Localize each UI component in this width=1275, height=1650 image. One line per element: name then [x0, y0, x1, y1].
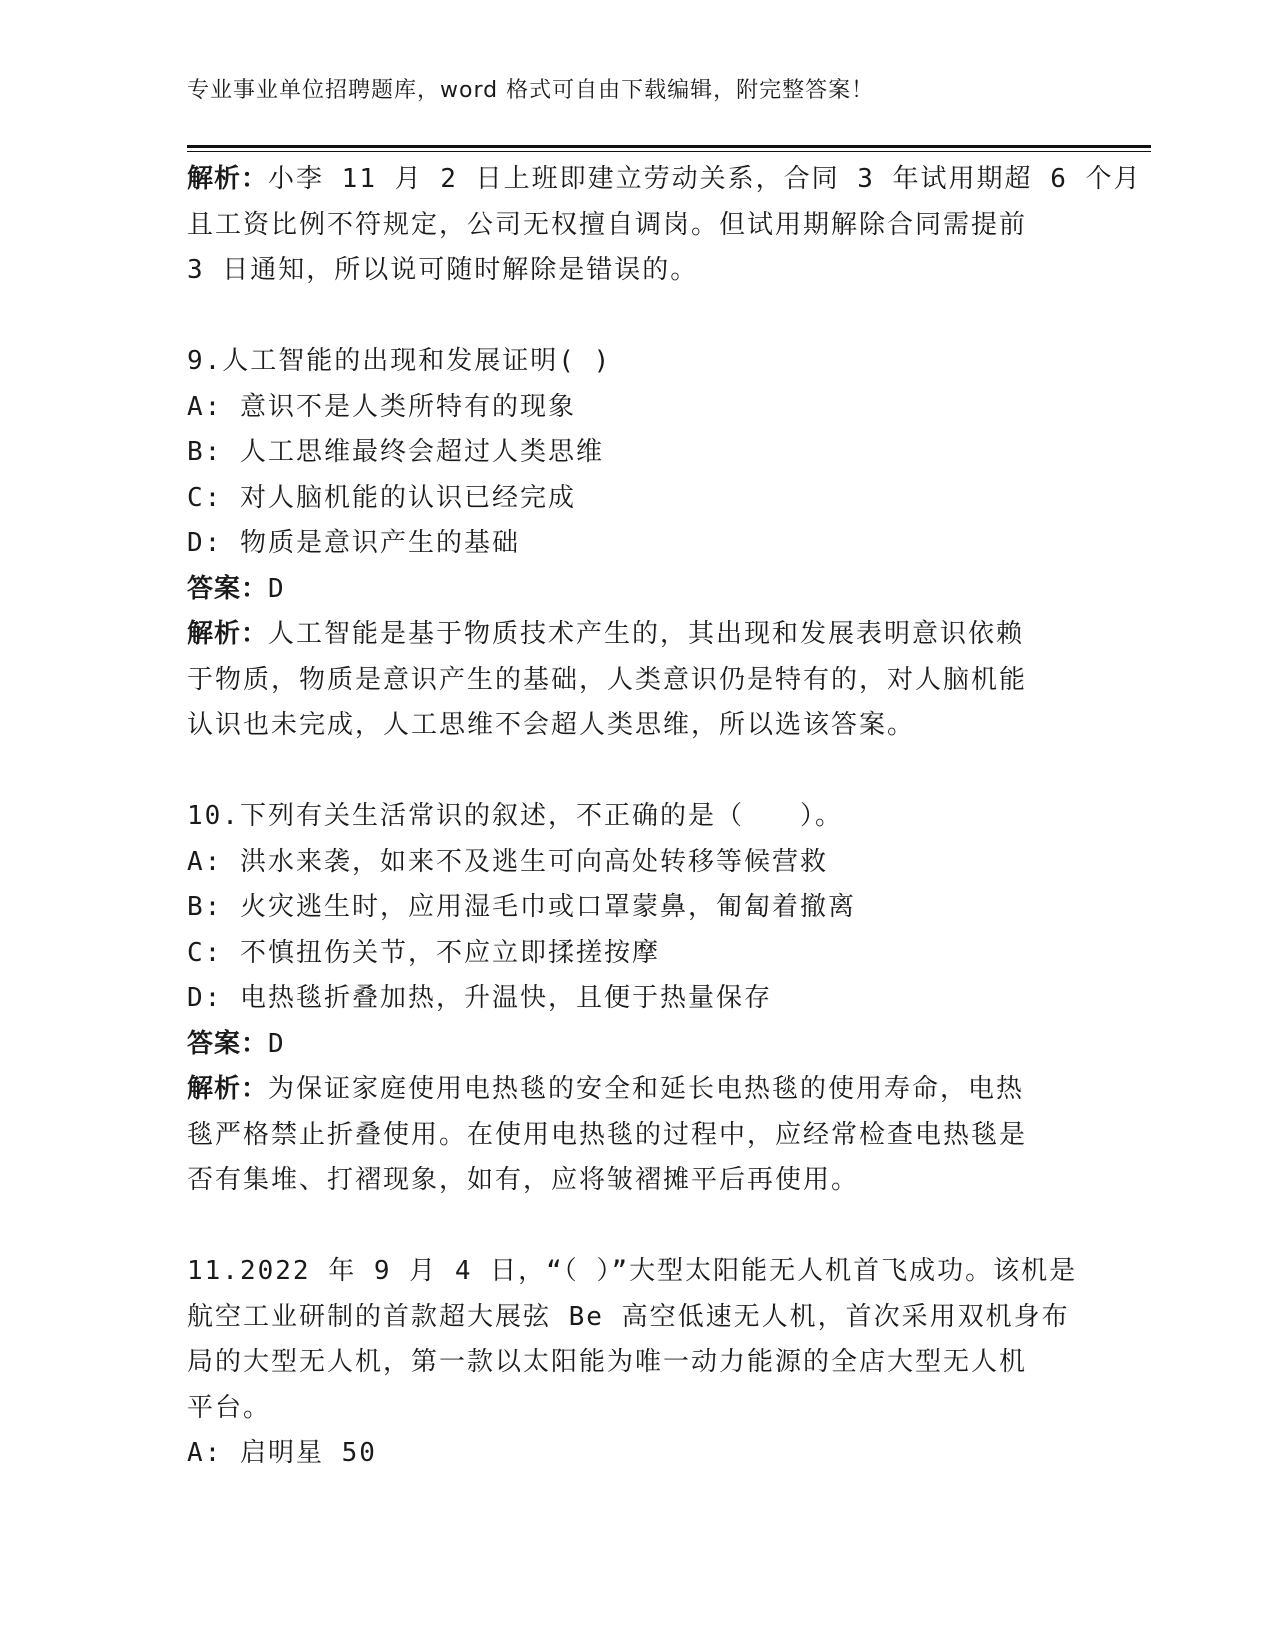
q8-analysis-line: 3 日通知，所以说可随时解除是错误的。 — [187, 255, 699, 285]
question-11-line: 平台。 — [187, 1392, 272, 1423]
answer-value: D — [268, 1028, 286, 1059]
q10-option-c: C: 不慎扭伤关节，不应立即揉搓按摩 — [187, 937, 660, 968]
q9-analysis-line: 于物质，物质是意识产生的基础，人类意识仍是特有的，对人脑机能 — [187, 664, 1028, 695]
q10-option-b: B: 火灾逃生时，应用湿毛巾或口罩蒙鼻，匍匐着撤离 — [187, 892, 856, 922]
answer-label: 答案： — [187, 573, 269, 604]
page-header: 专业事业单位招聘题库，word 格式可自由下载编辑，附完整答案！ — [187, 78, 875, 103]
answer-label: 答案： — [187, 1028, 269, 1059]
q10-option-a: A: 洪水来袭，如来不及逃生可向高处转移等候营救 — [187, 846, 828, 877]
q9-answer — [187, 567, 1087, 613]
question-11-line: 局的大型无人机，第一款以太阳能为唯一动力能源的全店大型无人机 — [187, 1347, 1028, 1377]
analysis-text: 小李 11 月 2 日上班即建立劳动关系，合同 3 年试用期超 6 个月 — [268, 164, 1142, 194]
analysis-label: 解析： — [187, 1074, 269, 1104]
q8-analysis-line: 且工资比例不符规定，公司无权擅自调岗。但试用期解除合同需提前 — [187, 209, 1028, 240]
analysis-text: 为保证家庭使用电热毯的安全和延长电热毯的使用寿命，电热 — [268, 1074, 1025, 1104]
q10-analysis-line: 否有集堆、打褶现象，如有，应将皱褶摊平后再使用。 — [187, 1165, 860, 1195]
q10-answer — [187, 1022, 1087, 1068]
q9-analysis-line — [187, 612, 1087, 658]
q10-analysis-line — [187, 1067, 1087, 1113]
spacer — [187, 294, 1087, 340]
analysis-text: 人工智能是基于物质技术产生的，其出现和发展表明意识依赖 — [268, 619, 1025, 649]
question-11-line: 航空工业研制的首款超大展弦 Be 高空低速无人机，首次采用双机身布 — [187, 1301, 1070, 1332]
q9-option-a: A: 意识不是人类所特有的现象 — [187, 391, 576, 422]
header-divider — [187, 145, 1151, 148]
question-9: 9.人工智能的出现和发展证明( ) — [187, 346, 612, 376]
q11-option-a: A: 启明星 50 — [187, 1438, 377, 1468]
spacer — [187, 749, 1087, 795]
question-10: 10.下列有关生活常识的叙述，不正确的是（ ）。 — [187, 801, 843, 831]
document-body — [187, 157, 1142, 1477]
analysis-label: 解析： — [187, 164, 269, 194]
q9-option-c: C: 对人脑机能的认识已经完成 — [187, 482, 576, 513]
q8-analysis-line — [187, 157, 1142, 203]
spacer — [187, 1204, 1087, 1250]
header-divider-thin — [187, 151, 1151, 152]
q9-option-b: B: 人工思维最终会超过人类思维 — [187, 437, 604, 467]
answer-value: D — [268, 573, 286, 604]
question-11-line: 11.2022 年 9 月 4 日，“（ ）”大型太阳能无人机首飞成功。该机是 — [187, 1256, 1078, 1286]
q9-analysis-line: 认识也未完成，人工思维不会超人类思维，所以选该答案。 — [187, 710, 916, 740]
analysis-label: 解析： — [187, 619, 269, 649]
q9-option-d: D: 物质是意识产生的基础 — [187, 528, 520, 558]
q10-analysis-line: 毯严格禁止折叠使用。在使用电热毯的过程中，应经常检查电热毯是 — [187, 1119, 1028, 1150]
q10-option-d: D: 电热毯折叠加热，升温快，且便于热量保存 — [187, 983, 772, 1013]
